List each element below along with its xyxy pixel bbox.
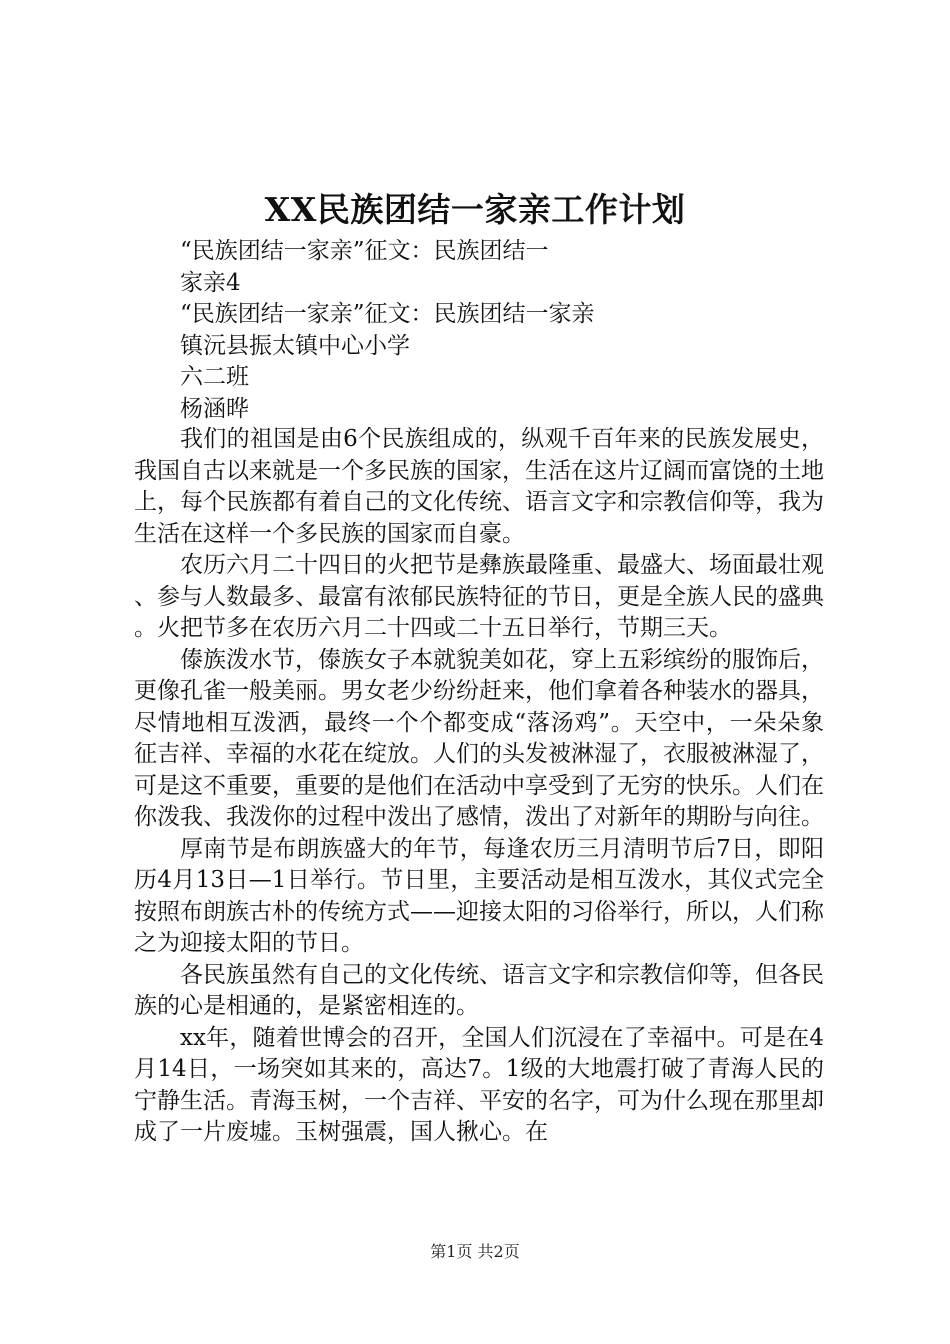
document-body [134,424,824,1149]
document-title: XX民族团结一家亲工作计划 [264,190,686,229]
paragraph: 厚南节是布朗族盛大的年节，每逢农历三月清明节后7日，即阳历4月13日—1日举行。节日里，主要活动是相互泼水，其仪式完全按照布朗族古朴的传统方式——迎接太阳的习俗举行，所以，人们称之为迎接太阳的节日。 [134,835,824,956]
header-block [180,236,880,425]
paragraph: xx年，随着世博会的召开，全国人们沉浸在了幸福中。可是在4月14日，一场突如其来的，高达7。1级的大地震打破了青海人民的宁静生活。青海玉树，一个吉祥、平安的名字，可为什么现在那里却成了一片废墟。玉树强震，国人揪心。在 [134,1024,824,1145]
class-name: 六二班 [180,364,249,390]
page-number-footer: 第1页 共2页 [430,1242,520,1261]
subtitle-line-continued: 家亲4 [180,269,241,296]
paragraph: 各民族虽然有自己的文化传统、语言文字和宗教信仰等，但各民族的心是相通的，是紧密相连的。 [134,961,824,1019]
paragraph: 我们的祖国是由6个民族组成的，纵观千百年来的民族发展史，我国自古以来就是一个多民族的国家，生活在这片辽阔而富饶的土地上，每个民族都有着自己的文化传统、语言文字和宗教信仰等，我为生活在这样一个多民族的国家而自豪。 [134,426,824,547]
paragraph: 农历六月二十四日的火把节是彝族最隆重、最盛大、场面最壮观、参与人数最多、最富有浓郁民族特征的节日，更是全族人民的盛典。火把节多在农历六月二十四或二十五日举行，节期三天。 [134,552,824,641]
subtitle-line: “民族团结一家亲”征文：民族团结一 [180,238,549,264]
author-name: 杨涵晔 [180,395,249,422]
paragraph: 傣族泼水节，傣族女子本就貌美如花，穿上五彩缤纷的服饰后，更像孔雀一般美丽。男女老少纷纷赶来，他们拿着各种装水的器具，尽情地相互泼洒，最终一个个都变成“落汤鸡”。天空中，一朵朵象征吉祥、幸福的水花在绽放。人们的头发被淋湿了，衣服被淋湿了，可是这不重要，重要的是他们在活动中享受到了无穷的快乐。人们在你泼我、我泼你的过程中泼出了感情，泼出了对新年的期盼与向往。 [134,646,824,830]
school-name: 镇沅县振太镇中心小学 [180,332,410,359]
essay-title-line: “民族团结一家亲”征文：民族团结一家亲 [180,301,595,327]
